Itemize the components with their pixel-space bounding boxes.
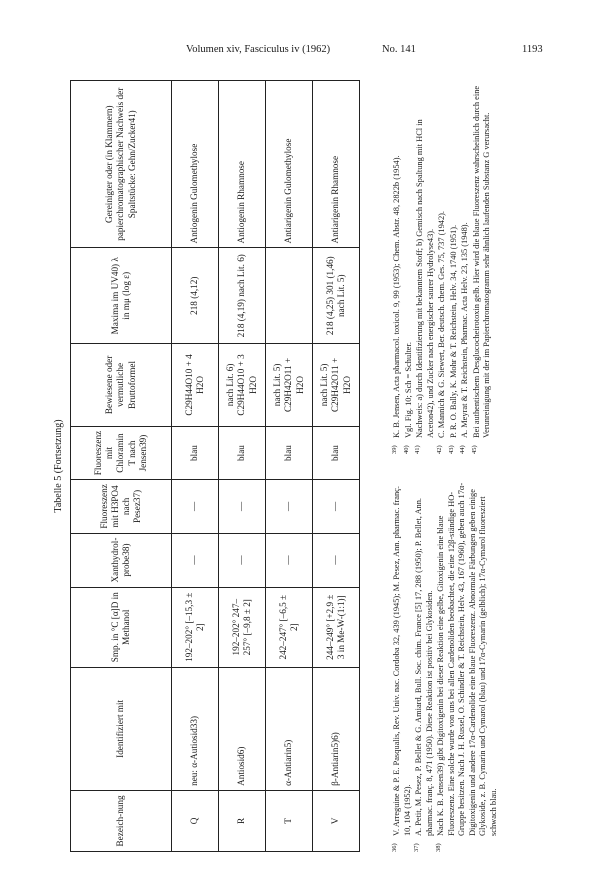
table-cell: β-Antiarin5)6)	[313, 667, 360, 790]
footnote-mark: 37)	[413, 843, 420, 852]
footnote	[437, 82, 448, 454]
footnote	[392, 480, 413, 852]
footnote-text: Nach K. B. Jensen39) gibt Digitoxigenin bei dieser Reaktion eine gelbe, Gitoxigenin eine blaue Fluoreszenz. Eine solche wurde von uns bei allen Cardenoliden beobachtet, die eine 12β-ständige HO-Gruppe besitzen. Nach J. H. Russel, O. Schindler & T. Reichstein, Helv. 43, 167 (1960), geben auch 17α-Digitoxigenin und andere 17α-Cardenolide eine blaue Fluoreszenz. Abnormale Färbungen geben einige Glykoside, z. B. Cymarin und Cymarol (blau) und 17α-Cymarin (gelblich); 17α-Cymarol fluoresziert schwach blau.	[436, 482, 498, 836]
footnote-text: P. R. O. Bally, K. Mohr & T. Reichstein, Helv. 34, 1740 (1951).	[448, 224, 458, 438]
table-cell	[266, 248, 313, 344]
footnote-mark: 44)	[459, 445, 466, 454]
footnote-mark: 45)	[470, 445, 478, 454]
footnote-mark: 36)	[391, 843, 398, 852]
footnotes-left-column	[392, 480, 500, 852]
table-cell: —	[313, 480, 360, 533]
table-caption: Tabelle 5 (Fortsetzung)	[53, 419, 64, 513]
footnote-text: K. B. Jensen, Acta pharmacol. toxicol. 9, 99 (1953); Chem. Abstr. 48, 2822b (1954).	[392, 155, 401, 438]
column-header: Fluoreszenz mit Chloramin T nach Jensen39)	[71, 426, 172, 479]
table-cell: blau	[266, 426, 313, 479]
table-cell: —	[266, 480, 313, 533]
table-cell: R	[219, 790, 266, 851]
table-cell: neu: α-Autiosid33)	[172, 667, 219, 790]
table-cell: Antiogenin Gulomethylose	[172, 81, 219, 248]
footnote-text: Bei authentischem Desglucocheirotoxin gelb. Hier wird die blaue Fluoreszenz wahrscheinlich durch eine Verunreinigung mit der im Papierchromatogramm sehr ähnlich laufenden Substanz G verursacht.	[471, 85, 491, 438]
column-header: Maxima im UV40) λ in mμ (log ε)	[71, 248, 172, 344]
table-cell: 242–247° [–6,5 ± 2]	[266, 587, 313, 667]
column-header: Bezeich-nung	[71, 790, 172, 851]
table-cell: V	[313, 790, 360, 851]
footnote-text: C. Mannich & G. Siewert, Ber. deutsch. chem. Ges. 75, 737 (1942).	[437, 210, 446, 438]
table-row	[219, 81, 266, 852]
table-cell: α-Antiarin5)	[266, 667, 313, 790]
table-cell: nach Lit. 6) C29H44O10 + 3 H2O	[219, 343, 266, 426]
table-cell: 192–202° 247–257° [–9,8 ± 2]	[219, 587, 266, 667]
footnote-mark: 41)	[414, 445, 421, 454]
footnotes-right-column	[392, 82, 494, 454]
table-cell: 244–249° [+2,9 ± 3 in Me-W-(1:1)]	[313, 587, 360, 667]
column-header: Fluoreszenz mit H3PO4 nach Pesez37)	[71, 480, 172, 533]
table-cell: blau	[219, 426, 266, 479]
table-cell: —	[266, 533, 313, 587]
table-cell: Q	[172, 790, 219, 851]
column-header: Xanthydrol-probe38)	[71, 533, 172, 587]
page-number: 1193	[522, 44, 543, 55]
table-cell: C29H44O10 + 4 H2O	[172, 343, 219, 426]
table-cell: —	[313, 533, 360, 587]
footnote-text: A. Meyrat & T. Reichstein, Pharmac. Acta Helv. 23, 135 (1948).	[460, 222, 469, 438]
running-header	[0, 44, 600, 62]
table-row	[313, 81, 360, 852]
footnote	[415, 82, 436, 454]
footnote	[404, 82, 415, 454]
table-header-row	[71, 81, 172, 852]
footnote-mark: 43)	[447, 445, 455, 454]
rotated-table-block	[48, 80, 578, 852]
table-cell: nach Lit. 5) C29H42O11 + H2O	[266, 343, 313, 426]
column-header: Gereinigter oder (in Klammern) papierchromatographischer Nachweis der Spaltstücke: Gehn/Zucker41)	[71, 81, 172, 248]
table-cell: 218 (4,12)	[172, 248, 219, 344]
table-cell: —	[219, 533, 266, 587]
footnote-mark: 38)	[435, 843, 442, 852]
table-cell: —	[172, 480, 219, 533]
table-cell: blau	[313, 426, 360, 479]
table-cell: Antiogenin Rhamnose	[219, 81, 266, 248]
table-cell: 218 (4,19) nach Lit. 6)	[219, 248, 266, 344]
footnote-text: A. Petit, M. Pesez, P. Bellet & G. Amiard, Bull. Soc. chim. France [5] 17, 288 (1950); P. Bellet, Ann. pharmac. franç. 8, 471 (1950). Diese Reaktion ist positiv bei Glykosiden.	[414, 498, 434, 836]
column-header: Smp. in °C [α]D in Methanol	[71, 587, 172, 667]
table-cell: blau	[172, 426, 219, 479]
footnote-mark: 40)	[402, 445, 410, 454]
table-cell: Antiarigenin Rhamnose	[313, 81, 360, 248]
footnote-text: Nachweis: a) durch Identifizierung mit bekanntem Stoff; b) Gemisch nach Spaltung mit HCl in Aceton42), und Zucker nach energischer saurer Hydrolyse43).	[415, 119, 435, 438]
table-cell: —	[172, 533, 219, 587]
footnote-text: V. Arreguine & P. E. Pasqualis, Rev. Univ. nac. Cordoba 32, 439 (1945); M. Pesez, Ann. pharmac. franç. 10, 104 (1952).	[392, 486, 412, 836]
data-table	[70, 80, 360, 852]
footnote	[414, 480, 435, 852]
footnotes	[392, 80, 578, 852]
footnote	[472, 82, 493, 454]
table-cell: 192–202° [–15,3 ± 2]	[172, 587, 219, 667]
table-cell: Antiosid6)	[219, 667, 266, 790]
footnote	[436, 480, 499, 852]
table-cell: Antiarigenin Gulomethylose	[266, 81, 313, 248]
table-cell: 218 (4,25) 301 (1,46) nach Lit. 5)	[313, 248, 360, 344]
footnote	[392, 82, 403, 454]
footnote	[460, 82, 471, 454]
column-header: Bewiesene oder vermutliche Bruttoformel	[71, 343, 172, 426]
table-cell: T	[266, 790, 313, 851]
article-number: No. 141	[382, 44, 416, 55]
footnote	[449, 82, 460, 454]
table-row	[266, 81, 313, 852]
column-header: Identifiziert mit	[71, 667, 172, 790]
footnote-mark: 42)	[436, 445, 443, 454]
running-title: Volumen xiv, Fasciculus iv (1962)	[186, 44, 331, 55]
table-row	[172, 81, 219, 852]
footnote-text: Vgl. Fig. 10; Sch = Schulter.	[403, 342, 413, 438]
table-cell: —	[219, 480, 266, 533]
table-cell: nach Lit. 5) C29H42O11 + H2O	[313, 343, 360, 426]
footnote-mark: 39)	[391, 445, 398, 454]
